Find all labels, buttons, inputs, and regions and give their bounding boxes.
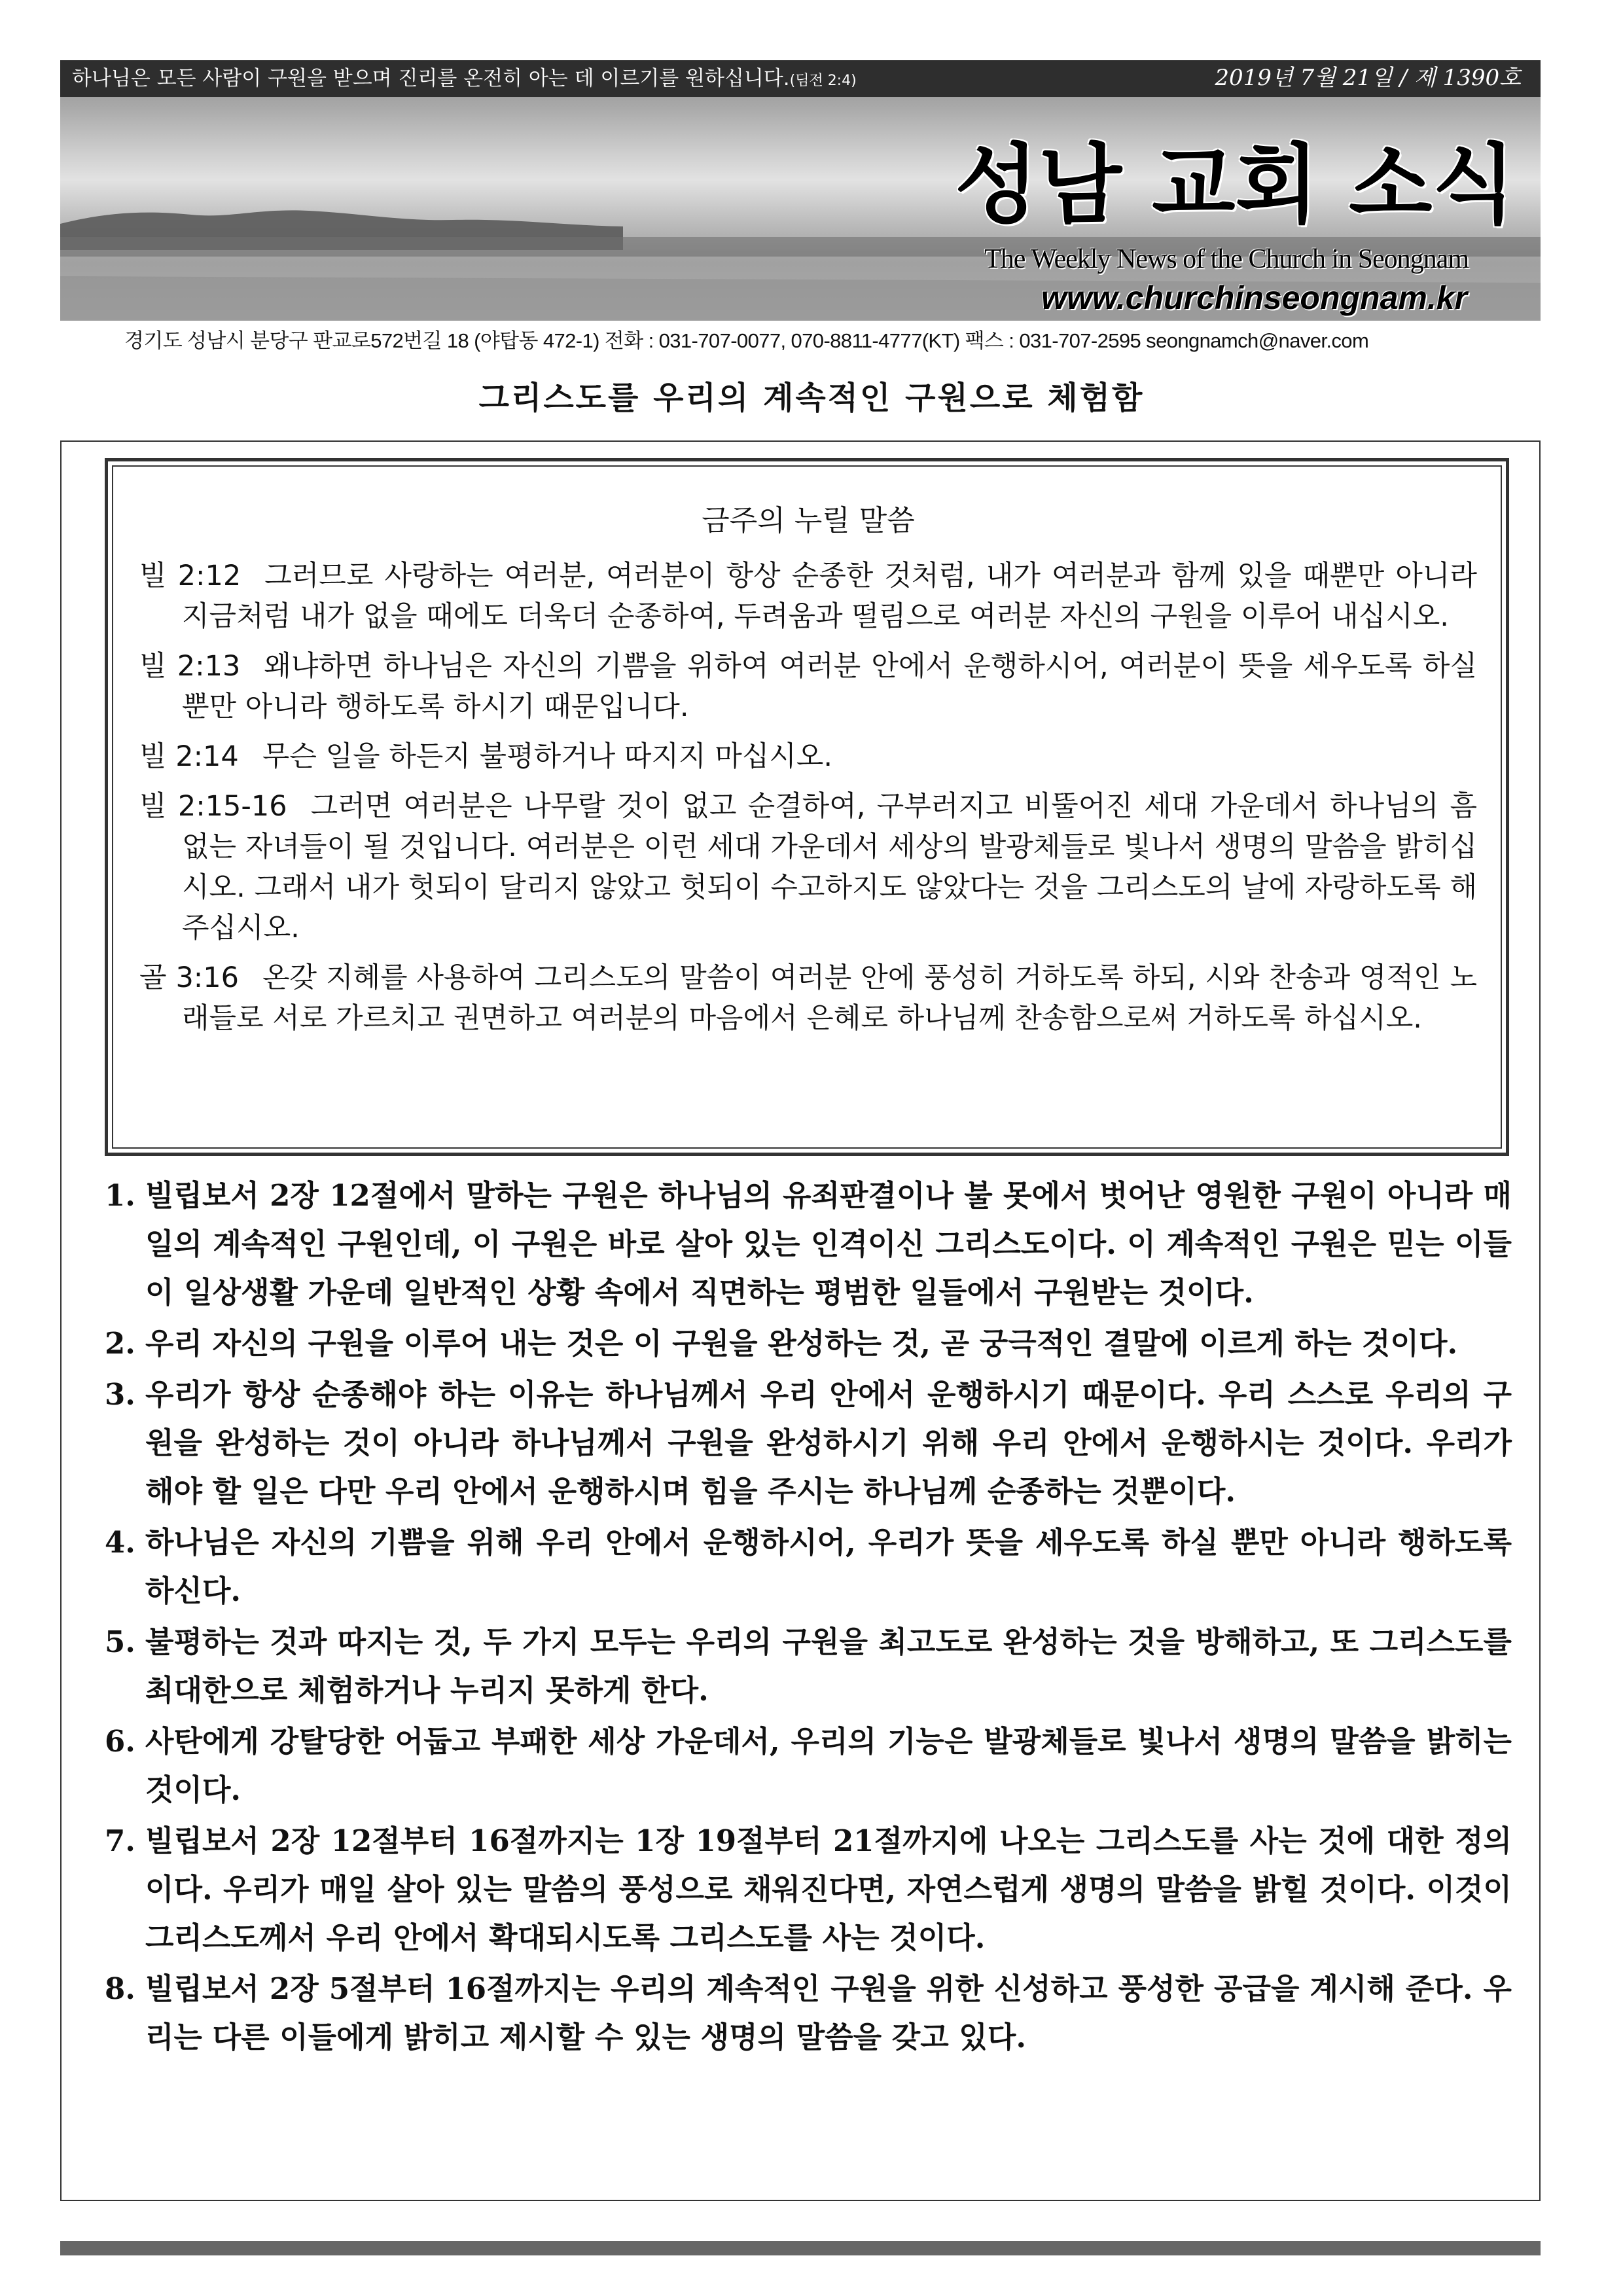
verse-box	[105, 458, 1509, 1156]
top-verse-reference: (딤전 2:4)	[789, 73, 857, 89]
point-item	[105, 1518, 1512, 1615]
verse-entry	[139, 736, 1477, 777]
point-text: 사탄에게 강탈당한 어둡고 부패한 세상 가운데서, 우리의 기능은 발광체들로 빛나서 생명의 말씀을 밝히는 것이다.	[145, 1724, 1512, 1807]
point-text: 하나님은 자신의 기쁨을 위해 우리 안에서 운행하시어, 우리가 뜻을 세우도록 하실 뿐만 아니라 행하도록 하신다.	[145, 1525, 1512, 1608]
verse-text: 온갖 지혜를 사용하여 그리스도의 말씀이 여러분 안에 풍성히 거하도록 하되, 시와 찬송과 영적인 노래들로 서로 가르치고 권면하고 여러분의 마음에서 은혜로 하나님께 찬송함으로써 거하도록 하십시오.	[182, 961, 1477, 1035]
point-item	[105, 1172, 1512, 1317]
verse-text: 왜냐하면 하나님은 자신의 기쁨을 위하여 여러분 안에서 운행하시어, 여러분이 뜻을 세우도록 하실 뿐만 아니라 행하도록 하시기 때문입니다.	[182, 650, 1477, 723]
point-item	[105, 1319, 1512, 1368]
verse-box-title: 금주의 누릴 말씀	[702, 504, 915, 537]
verse-text: 그러면 여러분은 나무랄 것이 없고 순결하여, 구부러지고 비뚤어진 세대 가운데서 하나님의 흠 없는 자녀들이 될 것입니다. 여러분은 이런 세대 가운데서 세상의 발광체들로 빛나서 생명의 말씀을 밝히십시오. 그래서 내가 헛되이 달리지 않았고 헛되이 수고하지도 않았다는 것을 그리스도의 날에 자랑하도록 해 주십시오.	[182, 790, 1478, 944]
verse-text: 무슨 일을 하든지 불평하거나 따지지 마십시오.	[262, 740, 833, 773]
newsletter-subtitle: The Weekly News of the Church in Seongnam	[984, 244, 1469, 274]
church-address: 경기도 성남시 분당구 판교로572번길 18 (야탑동 472-1) 전화 : 031-707-0077, 070-8811-4777(KT) 팩스 : 031-707-2595 seongnamch@naver.com	[124, 329, 1369, 352]
verse-entry	[139, 958, 1477, 1039]
top-verse-text: 하나님은 모든 사람이 구원을 받으며 진리를 온전히 아는 데 이르기를 원하십니다.	[72, 67, 790, 90]
point-text: 빌립보서 2장 12절에서 말하는 구원은 하나님의 유죄판결이나 불 못에서 벗어난 영원한 구원이 아니라 매일의 계속적인 구원인데, 이 구원은 바로 살아 있는 인격이신 그리스도이다. 이 계속적인 구원은 믿는 이들이 일상생활 가운데 일반적인 상황 속에서 직면하는 평범한 일들에서 구원받는 것이다.	[145, 1178, 1512, 1310]
point-number: 7.	[105, 1823, 135, 1858]
verse-entry	[139, 556, 1477, 637]
point-item	[105, 1618, 1512, 1715]
verse-entry	[139, 786, 1477, 948]
verse-box-inner	[112, 465, 1502, 1149]
point-text: 우리가 항상 순종해야 하는 이유는 하나님께서 우리 안에서 운행하시기 때문이다. 우리 스스로 우리의 구원을 완성하는 것이 아니라 하나님께서 구원을 완성하시기 위해 우리 안에서 운행하시는 것이다. 우리가 해야 할 일은 다만 우리 안에서 운행하시며 힘을 주시는 하나님께 순종하는 것뿐이다.	[145, 1377, 1512, 1509]
point-item	[105, 1371, 1512, 1516]
point-number: 4.	[105, 1525, 135, 1560]
verse-reference: 빌 2:14	[139, 740, 239, 773]
point-number: 6.	[105, 1724, 135, 1759]
verse-reference: 빌 2:15-16	[139, 790, 287, 823]
headline: 그리스도를 우리의 계속적인 구원으로 체험함	[478, 380, 1145, 416]
verse-reference: 빌 2:13	[139, 650, 241, 683]
website-link[interactable]: www.churchinseongnam.kr	[1041, 279, 1467, 316]
point-text: 우리 자신의 구원을 이루어 내는 것은 이 구원을 완성하는 것, 곧 궁극적인 결말에 이르게 하는 것이다.	[145, 1326, 1458, 1361]
point-number: 2.	[105, 1326, 135, 1361]
verse-entry	[139, 646, 1477, 727]
verse-text: 그러므로 사랑하는 여러분, 여러분이 항상 순종한 것처럼, 내가 여러분과 함께 있을 때뿐만 아니라 지금처럼 내가 없을 때에도 더욱더 순종하여, 두려움과 떨림으로 여러분 자신의 구원을 이루어 내십시오.	[182, 560, 1477, 633]
top-verse	[72, 64, 857, 96]
verse-reference: 골 3:16	[139, 961, 240, 994]
verse-reference: 빌 2:12	[139, 560, 241, 592]
point-text: 불평하는 것과 따지는 것, 두 가지 모두는 우리의 구원을 최고도로 완성하는 것을 방해하고, 또 그리스도를 최대한으로 체험하거나 누리지 못하게 한다.	[145, 1624, 1512, 1708]
point-item	[105, 1965, 1512, 2062]
newsletter-title: 성남 교회 소식	[955, 134, 1516, 236]
point-number: 8.	[105, 1971, 135, 2006]
point-number: 1.	[105, 1178, 135, 1213]
point-text: 빌립보서 2장 5절부터 16절까지는 우리의 계속적인 구원을 위한 신성하고 풍성한 공급을 계시해 준다. 우리는 다른 이들에게 밝히고 제시할 수 있는 생명의 말씀을 갖고 있다.	[145, 1971, 1512, 2054]
point-text: 빌립보서 2장 12절부터 16절까지는 1장 19절부터 21절까지에 나오는 그리스도를 사는 것에 대한 정의이다. 우리가 매일 살아 있는 말씀의 풍성으로 채워진다면, 자연스럽게 생명의 말씀을 밝힐 것이다. 이것이 그리스도께서 우리 안에서 확대되시도록 그리스도를 사는 것이다.	[145, 1823, 1512, 1955]
message-points	[105, 1172, 1512, 2064]
point-item	[105, 1817, 1512, 1962]
header-banner	[60, 60, 1541, 321]
issue-date: 2019년 7월 21일 / 제 1390호	[1215, 65, 1521, 91]
point-number: 3.	[105, 1377, 135, 1412]
point-number: 5.	[105, 1624, 135, 1659]
footer-rule	[60, 2241, 1541, 2255]
point-item	[105, 1717, 1512, 1814]
